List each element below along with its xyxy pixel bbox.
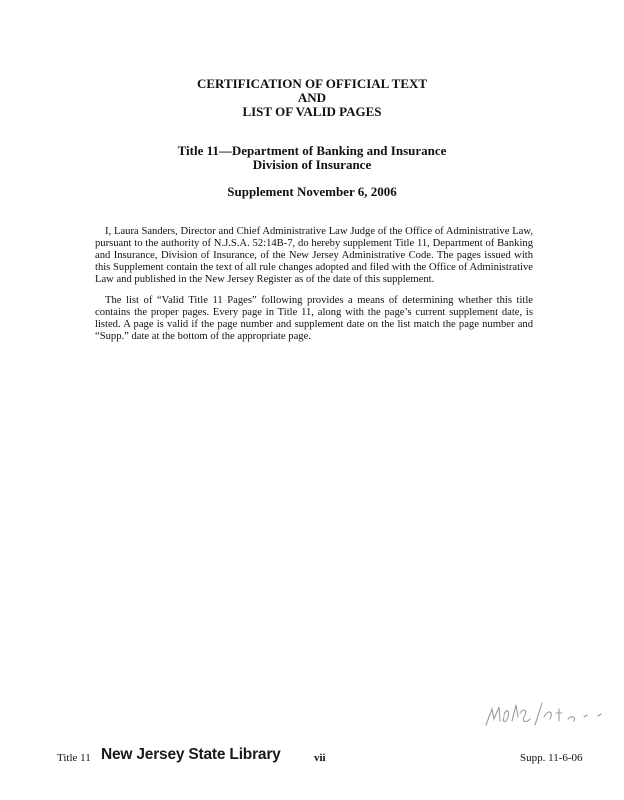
certification-heading: CERTIFICATION OF OFFICIAL TEXT xyxy=(196,76,428,91)
footer-supplement-date: Supp. 11-6-06 xyxy=(520,752,583,764)
handwritten-signature xyxy=(480,695,610,735)
supplement-date: Supplement November 6, 2006 xyxy=(227,184,397,199)
footer-title: Title 11 xyxy=(57,752,91,764)
title-heading: Title 11—Department of Banking and Insurance xyxy=(177,143,447,158)
valid-pages-paragraph: The list of “Valid Title 11 Pages” following provides a means of determining whether this title contains the proper pages. Every page in Title 11, along with the page’s current supplement date, is listed. A page is valid if the page number and supplement date on the list match the page number and “Supp.” date at the bottom of the appropriate page. xyxy=(95,295,533,342)
library-stamp: New Jersey State Library xyxy=(101,746,281,763)
certification-paragraph: I, Laura Sanders, Director and Chief Administrative Law Judge of the Office of Administrative Law, pursuant to the authority of N.J.S.A. 52:14B-7, do hereby supplement Title 11, Department of Banking and Insurance, Division of Insurance, of the New Jersey Administrative Code. The pages issued with this Supplement contain the text of all rule changes adopted and filed with the Office of Administrative Law and published in the New Jersey Register as of the date of this supplement. xyxy=(95,226,533,285)
certification-heading-and: AND xyxy=(297,90,327,105)
page-number: vii xyxy=(314,752,326,764)
valid-pages-heading: LIST OF VALID PAGES xyxy=(242,104,382,119)
division-heading: Division of Insurance xyxy=(252,157,372,172)
